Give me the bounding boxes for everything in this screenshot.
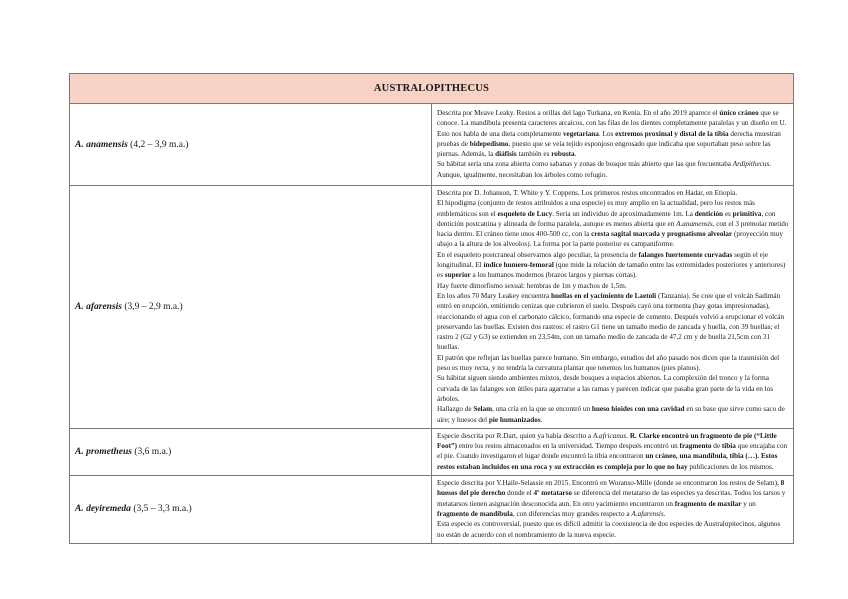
bold-text: huellas en el yacimiento de Laetoli bbox=[550, 291, 657, 300]
text-run: Especie descrita por R.Dart, quien ya había descrito a bbox=[437, 431, 593, 440]
bold-text: hueso hioides con una cavidad bbox=[591, 405, 685, 414]
bold-text: pie humanizados bbox=[488, 415, 541, 424]
text-run: que se conoce. La mandíbula presenta caracteres arcaicos, con las filas de los dientes completamente paralelas y un diseño en U. Esto nos habla de una dieta completamente bbox=[437, 108, 787, 138]
text-run: (proyección muy abajo a la altura de los alveolos). La forma por la parte posterior es campaniforme. bbox=[437, 230, 783, 249]
bold-text: Selam bbox=[473, 405, 493, 414]
text-run: según el eje longitudinal. El bbox=[437, 250, 769, 270]
bold-text: único cráneo bbox=[719, 108, 759, 117]
description-paragraph bbox=[437, 353, 789, 374]
bold-text: fragmento de maxilar bbox=[674, 499, 742, 508]
description-paragraph bbox=[437, 250, 789, 281]
species-cell bbox=[70, 186, 432, 429]
table-title: AUSTRALOPITHECUS bbox=[70, 74, 794, 104]
bold-text: 4º metatarso bbox=[533, 489, 573, 498]
table-row bbox=[70, 104, 794, 186]
bold-text: primitiva bbox=[732, 209, 762, 218]
bold-text: 8 huesos del pie derecho bbox=[437, 479, 785, 498]
italic-text: A.africanus bbox=[592, 431, 627, 440]
description-paragraph bbox=[437, 519, 789, 540]
species-age-range: (3,9 – 2,9 m.a.) bbox=[124, 301, 183, 312]
description-paragraph bbox=[437, 291, 789, 353]
italic-text: A.afarensis bbox=[631, 509, 664, 518]
species-name: A. anamensis bbox=[75, 139, 128, 150]
bold-text: R. Clarke encontró un fragmento de pie (“Little Foot”) bbox=[437, 431, 777, 451]
description-paragraph bbox=[437, 431, 789, 472]
species-description bbox=[432, 186, 794, 429]
text-run: Su hábitat siguen siendo ambientes mixtos, desde bosques a espacios abiertos. La complexión del tronco y la forma curvada de las falanges son útiles para agarrarse a las ramas y parecen indicar que pasaba gran parte de la vida en los árboles. bbox=[437, 374, 774, 403]
text-run: . bbox=[540, 415, 543, 424]
species-name: A. afarensis bbox=[75, 301, 122, 312]
species-age-range: (3,5 – 3,3 m.a.) bbox=[133, 504, 192, 515]
italic-text: Ardipithecus bbox=[732, 160, 770, 169]
species-cell bbox=[70, 476, 432, 544]
text-run: . Los bbox=[598, 129, 616, 138]
text-run: (Tanzania). Se cree que el volcán Sadimán entró en erupción, emitiendo cenizas que cubrieron el suelo. Después cayó una tormenta (hay gotas impresionadas), reaccionando el agua con el carbonato cálcico, formando una especie de cemento. Después volvió a erupcionar el volcán preservando las huellas. Existen dos rastros: el rastro G1 tiene un tamaño medio de zancada y huella, con 39 huellas; el rastro 2 (G2 y G3) se extienden en 23,54m, con un tamaño medio de zancada de 47,2 cm y de huella 21,5cm con 31 huellas. bbox=[437, 291, 785, 352]
text-run: , con dentición postcanina y alineada de forma paralela, aunque es menos abierta que en bbox=[437, 209, 776, 228]
italic-text: A.anamensis bbox=[676, 219, 713, 228]
bold-text: fragmento bbox=[679, 442, 712, 451]
text-run: derecha muestran pruebas de bbox=[437, 129, 781, 148]
text-run: Hallazgo de bbox=[437, 405, 474, 414]
bold-text: fragmento de mandíbula bbox=[437, 509, 513, 518]
description-paragraph bbox=[437, 281, 789, 291]
text-run: . bbox=[574, 150, 577, 159]
text-run: entre los restos almacenados en la universidad. Tiempo después encontró un bbox=[456, 442, 680, 451]
text-run: y un bbox=[741, 499, 756, 508]
species-description bbox=[432, 104, 794, 186]
bold-text: diáfisis bbox=[495, 150, 517, 159]
text-run: donde el bbox=[505, 489, 534, 498]
text-run: , con el 3 premolar metido hacia dentro. El cráneo tiene unos 400-500 cc, con la bbox=[437, 219, 789, 239]
text-run: En el esqueleto postcraneal observamos algo peculiar, la presencia de bbox=[437, 250, 639, 259]
text-run: a los humanos modernos (brazos largos y piernas cortas). bbox=[470, 271, 638, 280]
text-run: también es bbox=[516, 150, 552, 159]
bold-text: cresta sagital marcada y prognatismo alveolar bbox=[591, 230, 733, 239]
table-row bbox=[70, 186, 794, 429]
bold-text: índice humero-femoral bbox=[483, 261, 554, 270]
table-row bbox=[70, 476, 794, 544]
species-description bbox=[432, 428, 794, 475]
description-paragraph bbox=[437, 159, 789, 180]
bold-text: vegetariana bbox=[562, 129, 599, 138]
text-run: Esta especie es controversial, puesto que es difícil admitir la coexistencia de dos especies de Australopitecinos, algunos no están de acuerdo con el nombramiento de la nueva especie. bbox=[437, 520, 781, 539]
species-description bbox=[432, 476, 794, 544]
species-cell bbox=[70, 104, 432, 186]
text-run: Especie descrita por Y.Haile-Selassie en 2015. Encontró en Woranso-Mille (donde se encontraron los restos de Selam), bbox=[437, 479, 781, 488]
species-name: A. prometheus bbox=[75, 446, 133, 457]
text-run: . bbox=[663, 509, 666, 518]
description-paragraph bbox=[437, 108, 789, 159]
text-run: , puesto que se veía tejido esponjoso engrosado que indicaba que soportaban peso sobre las piernas. Además, la bbox=[437, 139, 771, 159]
bold-text: bidepedismo bbox=[469, 139, 509, 148]
text-run: El hipodigma (conjunto de restos atribuidos a una especie) es muy amplio en la actualidad, pero los restos más emblemáticos son el bbox=[437, 199, 755, 218]
bold-text: robusta bbox=[551, 150, 575, 159]
species-name: A. deyiremeda bbox=[75, 504, 131, 515]
bold-text: superior bbox=[444, 271, 471, 280]
bold-text: dentición bbox=[694, 209, 724, 218]
text-run: de bbox=[711, 442, 722, 451]
text-run: Hay fuerte dimorfismo sexual: hembras de 1m y machos de 1,5m. bbox=[437, 281, 627, 290]
species-age-range: (4,2 – 3,9 m.a.) bbox=[130, 139, 189, 150]
species-cell bbox=[70, 428, 432, 475]
bold-text: falanges fuertemente curvadas bbox=[638, 250, 733, 259]
bold-text: tibia bbox=[721, 442, 736, 451]
text-run: , una cría en la que se encontró un bbox=[492, 405, 592, 414]
australopithecus-table bbox=[69, 73, 794, 544]
text-run: . Sería un individuo de aproximadamente 1m. La bbox=[552, 209, 695, 218]
table-header-row bbox=[70, 74, 794, 104]
text-run: . bbox=[626, 431, 630, 440]
text-run: Descrita por D. Johanson, T. White y Y. Coppens. Los primeros restos encontrados en Hadar, en Etiopía. bbox=[437, 189, 738, 197]
text-run: , con diferencias muy grandes respecto a bbox=[512, 509, 632, 518]
bold-text: esqueleto de Lucy bbox=[497, 209, 553, 218]
description-paragraph bbox=[437, 404, 789, 425]
bold-text: extremos proximal y distal de la tibia bbox=[615, 129, 729, 138]
text-run: es bbox=[723, 209, 733, 218]
text-run: Descrita por Meave Leaky. Restos a orillas del lago Turkana, en Kenia. En el año 2019 aparece el bbox=[437, 108, 720, 117]
text-run: En los años 70 Mary Leakey encuentra bbox=[437, 291, 551, 300]
bold-text: un cráneo, una mandíbula, tibia (…). Estos restos estaban incluidos en una roca y su extracción es compleja por lo que no hay bbox=[437, 452, 778, 471]
text-run: en su base que sirve como saco de aire; y huesos del bbox=[437, 405, 785, 424]
text-run: . Aunque, igualmente, necesitaban los árboles como refugio. bbox=[437, 160, 772, 179]
text-run: Su hábitat sería una zona abierta como sabanas y zonas de bosque más abierto que las que frecuentaba bbox=[437, 160, 733, 169]
text-run: publicaciones de los mismos. bbox=[687, 462, 774, 471]
text-run: El patrón que reflejan las huellas parece humano. Sin embargo, estudios del año pasado nos dicen que la trasmisión del peso es muy recta, y no tendría la curvatura plantar que tenemos los humanos (pies planos). bbox=[437, 353, 780, 373]
description-paragraph bbox=[437, 373, 789, 404]
table-row bbox=[70, 428, 794, 475]
description-paragraph bbox=[437, 478, 789, 519]
description-paragraph bbox=[437, 188, 789, 198]
species-age-range: (3,6 m.a.) bbox=[134, 446, 172, 457]
text-run: (que mide la relación de tamaño entre las extremidades posteriores y anteriores) es bbox=[437, 261, 786, 280]
text-run: que encajaba con el pie. Cuando investigaron el lugar donde encontró la tibia encontraron bbox=[437, 442, 788, 461]
text-run: se diferencia del metatarso de las especies ya descritas. Todos los tarsos y metatarsos tienen asignación desconocida aun. En otro yacimiento encontraron un bbox=[437, 489, 786, 508]
description-paragraph bbox=[437, 198, 789, 249]
